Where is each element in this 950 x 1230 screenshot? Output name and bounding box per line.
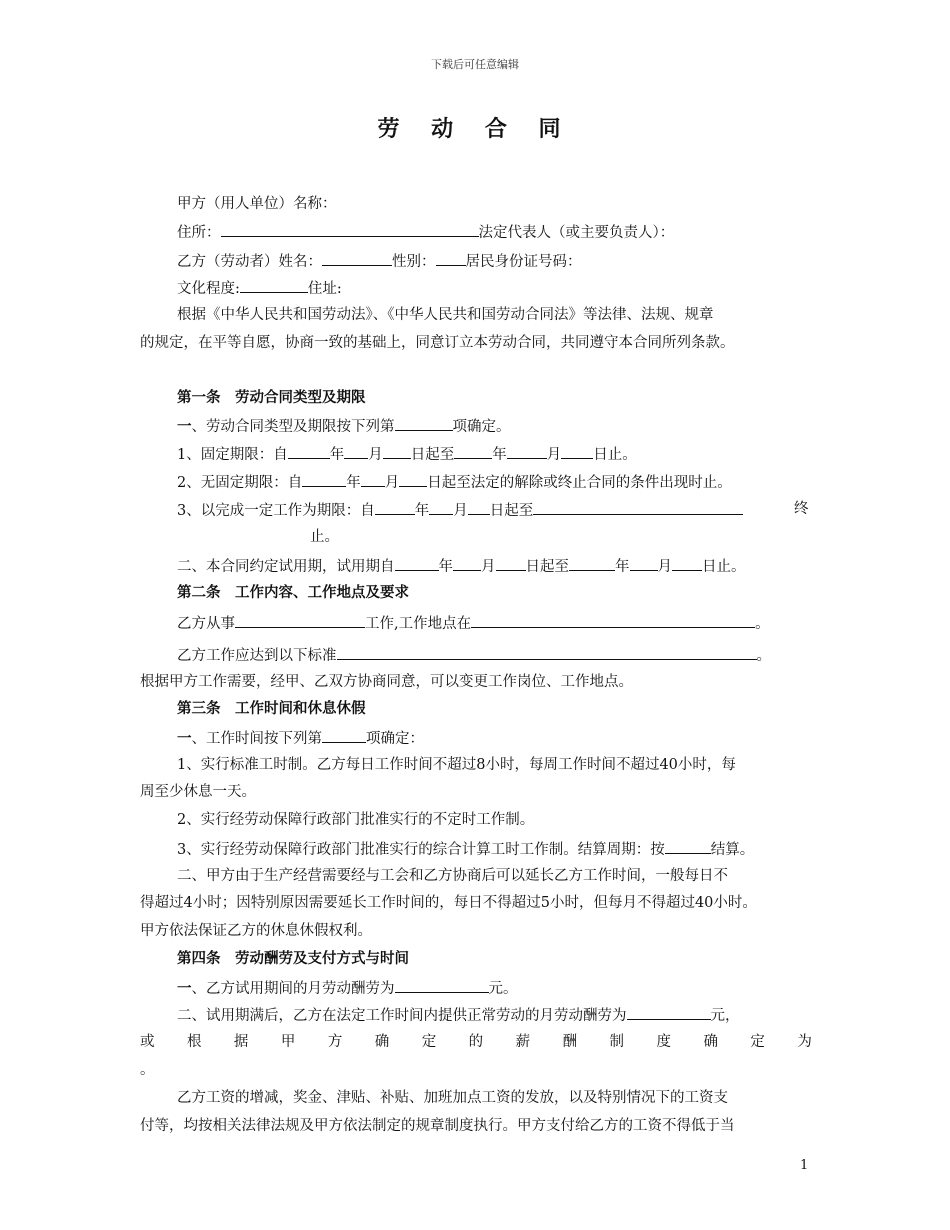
blank[interactable] — [496, 555, 526, 571]
blank[interactable] — [288, 443, 330, 459]
text: 日起至法定的解除或终止合同的条件出现时止。 — [427, 475, 732, 491]
article-3-item-1-line-1: 1、实行标准工时制。乙方每日工作时间不超过8小时，每周工作时间不超过40小时，每 — [177, 757, 736, 773]
spread-char: 根 — [186, 1034, 202, 1050]
article-3-para-2-line-2: 得超过4小时；因特别原因需要延长工作时间的，每日不得超过5小时，但每月不得超过40小时。 — [140, 895, 757, 911]
article-3-heading: 第三条 工作时间和休息休假 — [177, 701, 366, 717]
text: 月 — [453, 503, 468, 519]
text: 项确定。 — [452, 419, 511, 435]
party-a-rep-label: 法定代表人（或主要负责人）： — [478, 225, 675, 241]
para-mark: 一 — [177, 730, 192, 747]
article-1-item-3 — [177, 499, 743, 521]
text: 年 — [329, 447, 345, 463]
article-2-line-3: 根据甲方工作需要，经甲、乙双方协商同意，可以变更工作岗位、工作地点。 — [140, 674, 633, 690]
text: 工作,工作地点在 — [365, 616, 472, 632]
blank[interactable] — [672, 555, 702, 571]
spread-char: 甲 — [280, 1034, 296, 1050]
text: 二、本合同约定试用期，试用期自 — [177, 559, 395, 575]
party-b-name-line — [177, 250, 582, 272]
article-3-item-2: 2、实行经劳动保障行政部门批准实行的不定时工作制。 — [177, 812, 535, 828]
job-blank[interactable] — [235, 612, 365, 628]
party-b-id-label: 居民身份证号码： — [465, 254, 582, 270]
text: 二、试用期满后，乙方在法定工作时间内提供正常劳动的月劳动酬劳为 — [177, 1008, 627, 1024]
text: 年 — [492, 447, 507, 463]
blank[interactable] — [453, 555, 481, 571]
article-4-para-2-end: 。 — [140, 1062, 155, 1078]
spread-char: 据 — [233, 1034, 249, 1050]
text: 、劳动合同类型及期限按下列第 — [191, 419, 395, 435]
text: 。 — [756, 648, 771, 664]
spread-char: 酬 — [562, 1034, 578, 1050]
text: 3、以完成一定工作为期限：自 — [177, 503, 375, 519]
party-b-address-label: 住址: — [307, 281, 342, 297]
text: 年 — [346, 475, 361, 491]
article-2-line-1 — [177, 612, 770, 634]
article-1-item-3-end-2: 止。 — [310, 529, 339, 545]
text: 月 — [481, 559, 496, 575]
text: 。 — [755, 616, 770, 632]
article-1-para-2 — [177, 555, 746, 577]
party-a-address-blank[interactable] — [221, 221, 479, 237]
party-b-edu-blank[interactable] — [240, 277, 308, 293]
spread-char: 度 — [656, 1034, 671, 1050]
blank[interactable] — [561, 443, 593, 459]
article-2-heading: 第二条 工作内容、工作地点及要求 — [177, 585, 409, 601]
text: 、乙方试用期间的月劳动酬劳为 — [191, 981, 395, 997]
text: 年 — [414, 503, 430, 519]
article-1-para-1 — [177, 415, 511, 437]
document-title: 劳 动 合 同 — [377, 116, 573, 142]
blank[interactable] — [429, 499, 453, 515]
probation-pay-blank[interactable] — [395, 977, 489, 993]
blank[interactable] — [569, 555, 615, 571]
article-4-para-1 — [177, 977, 518, 999]
article-3-para-2-line-3: 甲方依法保证乙方的休息休假权利。 — [140, 923, 372, 939]
text: 乙方从事 — [177, 616, 235, 632]
article-4-para-3-line-1: 乙方工资的增减，奖金、津贴、补贴、加班加点工资的发放，以及特别情况下的工资支 — [177, 1090, 728, 1106]
blank[interactable] — [630, 555, 658, 571]
article-3-para-1 — [177, 727, 424, 749]
article-4-heading: 第四条 劳动酬劳及支付方式与时间 — [177, 951, 409, 967]
period-blank[interactable] — [665, 838, 711, 854]
standard-blank[interactable] — [337, 644, 757, 660]
article-4-para-2 — [177, 1004, 740, 1026]
intro-line-2: 的规定，在平等自愿，协商一致的基础上，同意订立本劳动合同，共同遵守本合同所列条款。 — [140, 335, 735, 351]
text: 元， — [710, 1008, 740, 1024]
article-3-item-1-line-2: 周至少休息一天。 — [140, 784, 256, 800]
blank[interactable] — [302, 471, 346, 487]
text: 日止。 — [593, 447, 637, 463]
text: 、工作时间按下列第 — [191, 731, 322, 747]
party-b-name-label: 乙方（劳动者）姓名： — [177, 254, 322, 270]
party-a-address-label: 住所： — [177, 225, 221, 241]
text: 日起至 — [410, 447, 455, 463]
text: 项确定： — [366, 731, 424, 747]
blank[interactable] — [383, 443, 411, 459]
party-b-name-blank[interactable] — [322, 250, 392, 266]
article-1-item-3-end: 终 — [794, 501, 809, 517]
type-item-blank[interactable] — [395, 415, 453, 431]
blank[interactable] — [468, 499, 490, 515]
party-a-name-line — [177, 194, 337, 214]
page-number: 1 — [800, 1158, 809, 1173]
spread-char: 或 — [140, 1034, 155, 1050]
article-2-line-2 — [177, 644, 771, 666]
article-1-item-2 — [177, 471, 732, 493]
text: 月 — [384, 475, 400, 491]
location-blank[interactable] — [471, 612, 755, 628]
spread-char: 方 — [327, 1034, 343, 1050]
blank[interactable] — [375, 499, 415, 515]
spread-char: 定 — [750, 1034, 765, 1050]
blank[interactable] — [361, 471, 385, 487]
text: 年 — [615, 559, 630, 575]
blank[interactable] — [344, 443, 368, 459]
article-3-para-2-line-1: 二、甲方由于生产经营需要经与工会和乙方协商后可以延长乙方工作时间，一般每日不 — [177, 868, 728, 884]
spread-char: 薪 — [515, 1034, 531, 1050]
text: 元。 — [488, 981, 518, 997]
spread-char: 确 — [374, 1034, 390, 1050]
blank[interactable] — [533, 499, 743, 515]
text: 结算。 — [710, 842, 755, 858]
hours-item-blank[interactable] — [322, 727, 366, 743]
text: 年 — [438, 559, 453, 575]
blank[interactable] — [399, 471, 427, 487]
text: 日起至 — [489, 503, 534, 519]
spread-char: 定 — [421, 1034, 437, 1050]
para-mark: 一 — [177, 980, 192, 997]
article-1-item-1 — [177, 443, 637, 465]
spread-char: 的 — [468, 1034, 484, 1050]
text: 日起至 — [525, 559, 569, 575]
party-a-name-label: 甲方（用人单位）名称： — [177, 196, 337, 212]
intro-line-1: 根据《中华人民共和国劳动法》、《中华人民共和国劳动合同法》等法律、法规、规章 — [177, 307, 714, 323]
party-b-edu-label: 文化程度: — [177, 281, 240, 297]
party-b-gender-blank[interactable] — [436, 250, 466, 266]
article-4-para-2-spread — [140, 1032, 812, 1052]
article-4-para-3-line-2: 付等，均按相关法律法规及甲方依法制定的规章制度执行。甲方支付给乙方的工资不得低于当 — [140, 1118, 735, 1134]
text: 2、无固定期限：自 — [177, 475, 303, 491]
article-3-item-3 — [177, 838, 754, 860]
spread-char: 为 — [797, 1034, 812, 1050]
party-b-gender-label: 性别： — [392, 254, 436, 270]
party-a-address-line — [177, 221, 674, 243]
blank[interactable] — [454, 443, 492, 459]
text: 日止。 — [702, 559, 746, 575]
text: 月 — [368, 447, 383, 463]
header-note: 下载后可任意编辑 — [431, 58, 519, 71]
text: 月 — [657, 559, 672, 575]
spread-char: 确 — [703, 1034, 718, 1050]
party-b-edu-line — [177, 277, 342, 299]
text: 3、实行经劳动保障行政部门批准实行的综合计算工时工作制。结算周期：按 — [177, 842, 665, 858]
blank[interactable] — [507, 443, 547, 459]
para-mark: 一 — [177, 418, 192, 435]
text: 乙方工作应达到以下标准 — [177, 648, 337, 664]
text: 月 — [546, 447, 562, 463]
spread-char: 制 — [609, 1034, 625, 1050]
monthly-pay-blank[interactable] — [627, 1004, 711, 1020]
text: 1、固定期限：自 — [177, 447, 288, 463]
blank[interactable] — [395, 555, 439, 571]
article-1-heading: 第一条 劳动合同类型及期限 — [177, 390, 366, 406]
